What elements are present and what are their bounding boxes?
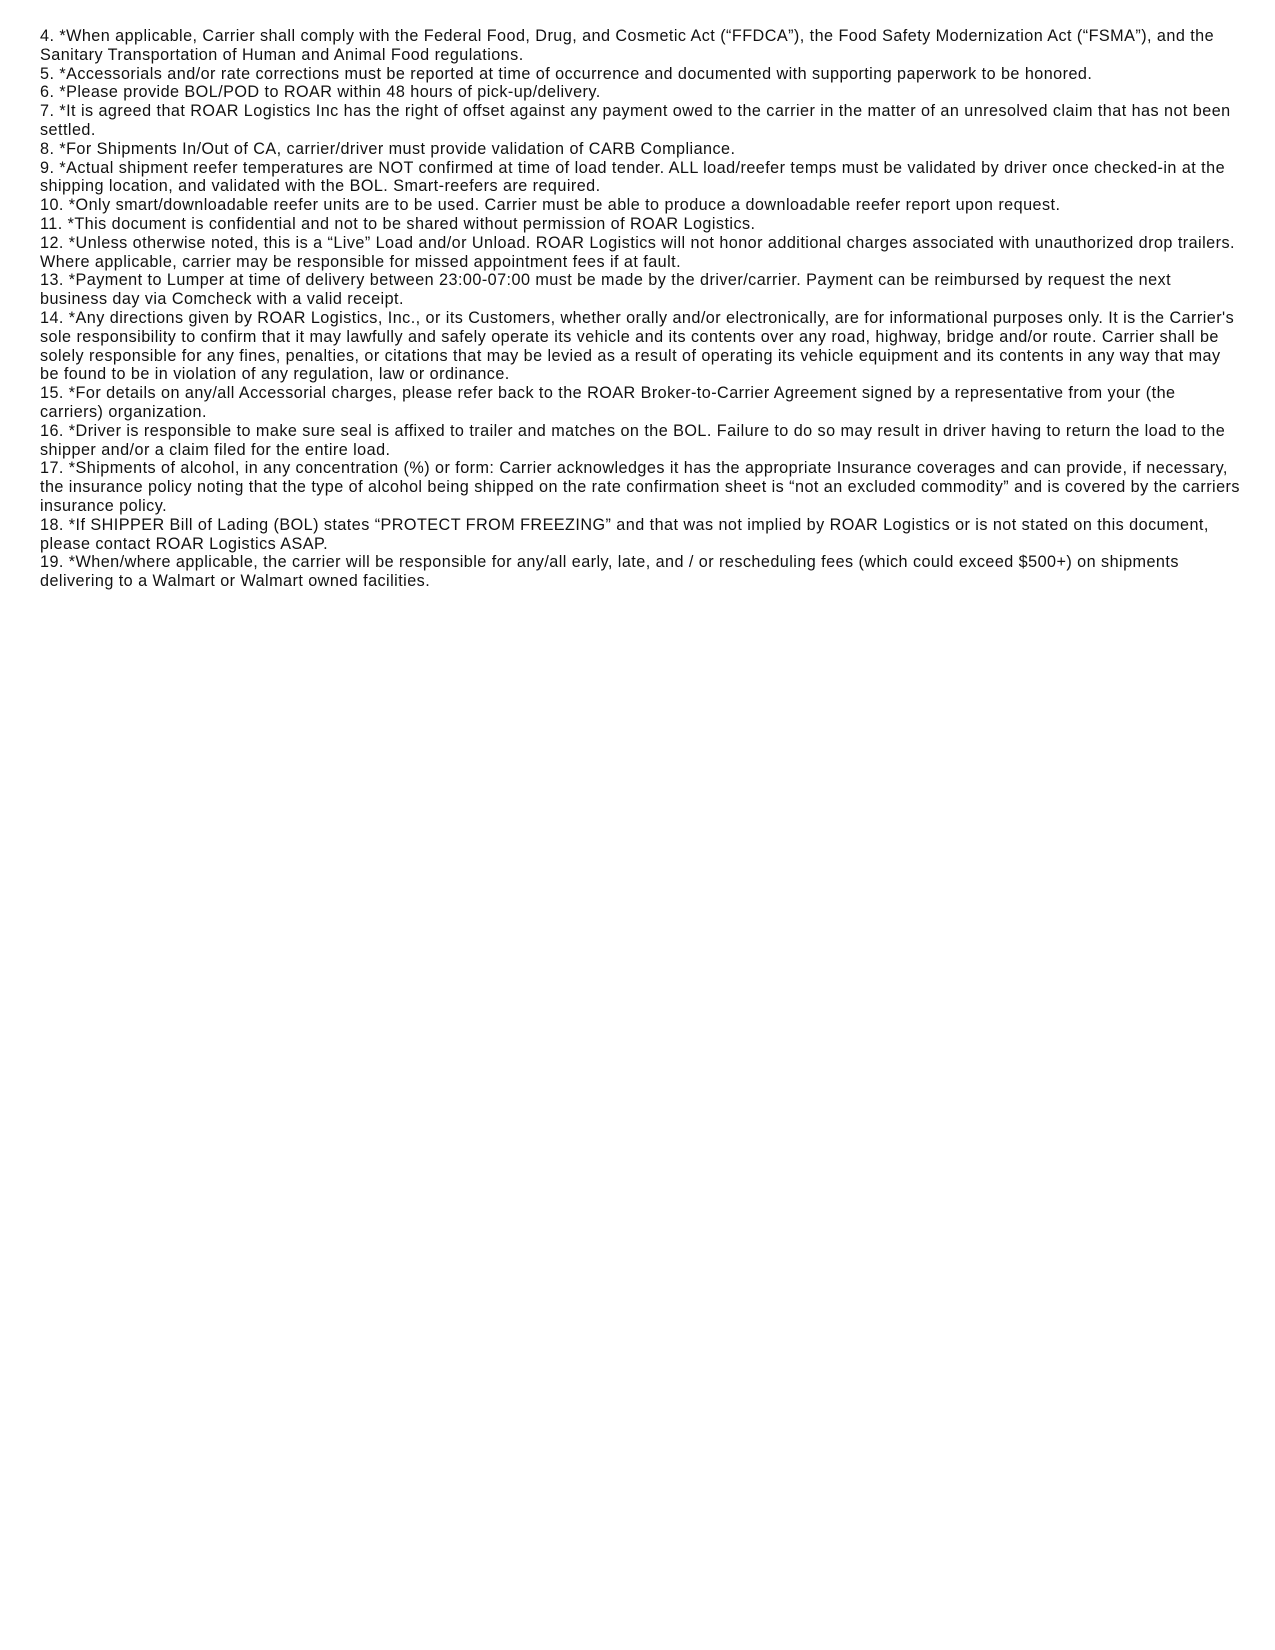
terms-list xyxy=(40,27,1240,591)
term-item: 16. *Driver is responsible to make sure seal is affixed to trailer and matches on the BOL. Failure to do so may result in driver having to return the load to the shipper and/or a claim filed for the entire load. xyxy=(40,421,1226,459)
term-item: 15. *For details on any/all Accessorial charges, please refer back to the ROAR Broker-to-Carrier Agreement signed by a representative from your (the carriers) organization. xyxy=(40,384,1176,421)
term-item: 11. *This document is confidential and not to be shared without permission of ROAR Logistics. xyxy=(40,214,756,233)
term-item: 13. *Payment to Lumper at time of delivery between 23:00-07:00 must be made by the driver/carrier. Payment can be reimbursed by request the next business day via Comcheck with a valid receipt. xyxy=(40,271,1172,309)
term-item: 10. *Only smart/downloadable reefer units are to be used. Carrier must be able to produce a downloadable reefer report upon request. xyxy=(40,196,1061,215)
term-item: 19. *When/where applicable, the carrier will be responsible for any/all early, late, and / or rescheduling fees (which could exceed $500+) on shipments delivering to a Walmart or Walmart owned facilities. xyxy=(40,553,1179,591)
term-item: 6. *Please provide BOL/POD to ROAR within 48 hours of pick-up/delivery. xyxy=(40,83,601,102)
term-item: 14. *Any directions given by ROAR Logistics, Inc., or its Customers, whether orally and/or electronically, are for informational purposes only. It is the Carrier's sole responsibility to confirm that it may lawfully and safely operate its vehicle and its contents over any road, highway, bridge and/or route. Carrier shall be solely responsible for any fines, penalties, or citations that may be levied as a result of operating its vehicle equipment and its contents in any way that may be found to be in violation of any regulation, law or ordinance. xyxy=(40,308,1235,384)
term-item: 18. *If SHIPPER Bill of Lading (BOL) states “PROTECT FROM FREEZING” and that was not implied by ROAR Logistics or is not stated on this document, please contact ROAR Logistics ASAP. xyxy=(40,515,1209,553)
term-item: 8. *For Shipments In/Out of CA, carrier/driver must provide validation of CARB Compliance. xyxy=(40,139,736,158)
term-item: 12. *Unless otherwise noted, this is a “Live” Load and/or Unload. ROAR Logistics will not honor additional charges associated with unauthorized drop trailers. Where applicable, carrier may be responsible for missed appointment fees if at fault. xyxy=(40,233,1235,271)
term-item: 17. *Shipments of alcohol, in any concentration (%) or form: Carrier acknowledges it has the appropriate Insurance coverages and can provide, if necessary, the insurance policy noting that the type of alcohol being shipped on the rate confirmation sheet is “not an excluded commodity” and is covered by the carriers insurance policy. xyxy=(40,459,1240,515)
term-item: 9. *Actual shipment reefer temperatures are NOT confirmed at time of load tender. ALL load/reefer temps must be validated by driver once checked-in at the shipping location, and validated with the BOL. Smart-reefers are required. xyxy=(40,158,1226,196)
document-page xyxy=(40,27,1240,591)
term-item: 5. *Accessorials and/or rate corrections must be reported at time of occurrence and documented with supporting paperwork to be honored. xyxy=(40,64,1093,83)
term-item: 7. *It is agreed that ROAR Logistics Inc has the right of offset against any payment owed to the carrier in the matter of an unresolved claim that has not been settled. xyxy=(40,102,1231,139)
term-item: 4. *When applicable, Carrier shall comply with the Federal Food, Drug, and Cosmetic Act (“FFDCA”), the Food Safety Modernization Act (“FSMA”), and the Sanitary Transportation of Human and Animal Food regulations. xyxy=(40,27,1215,64)
